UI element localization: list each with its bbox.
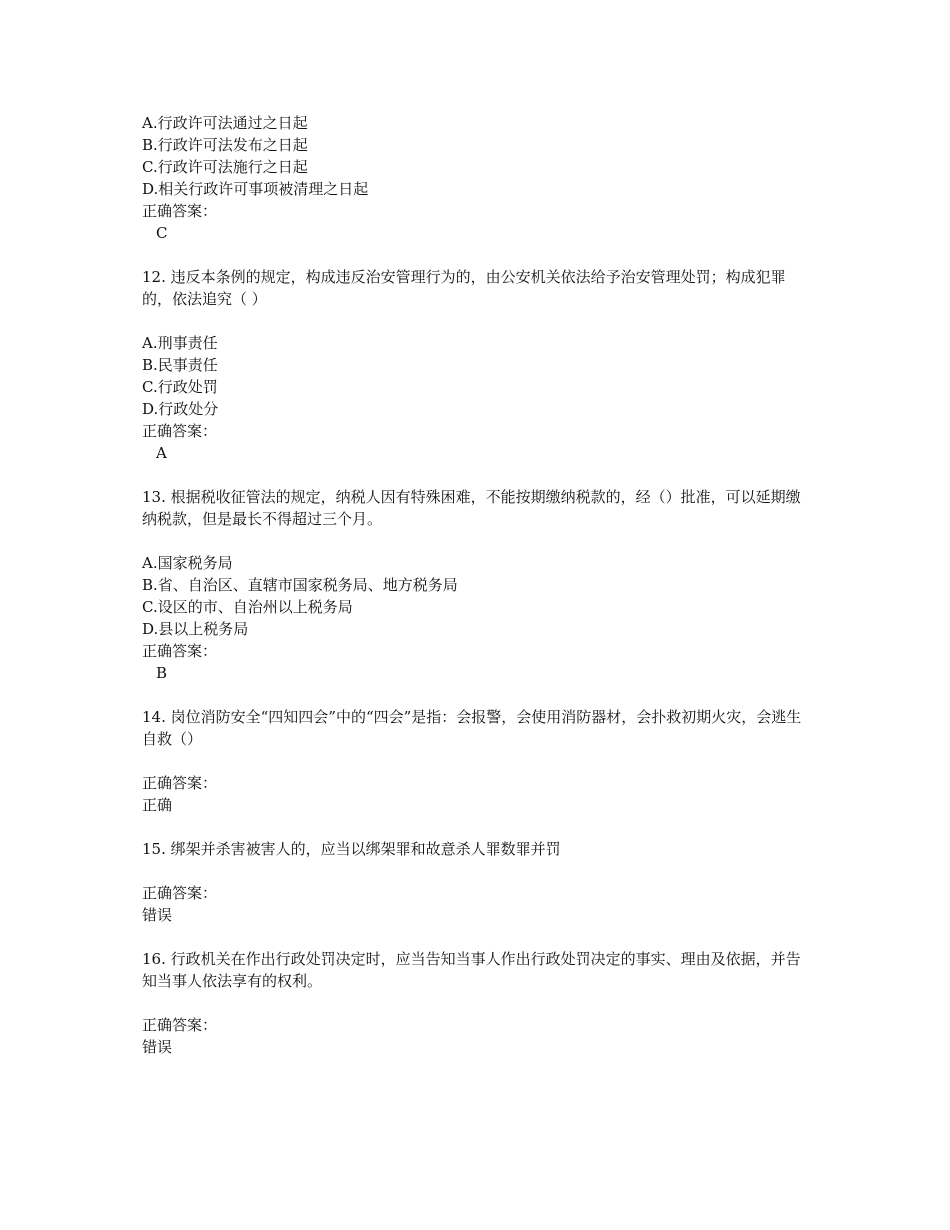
answer-value: 正确 [142,796,173,814]
spacer [142,992,822,1014]
answer-value: 错误 [142,1038,173,1056]
question-11-continuation [142,112,822,244]
option-a: A.刑事责任 [142,334,218,352]
option-b: B.省、自治区、直辖市国家税务局、地方税务局 [142,576,458,594]
spacer [142,926,822,948]
question-text: 12. 违反本条例的规定，构成违反治安管理行为的，由公安机关依法给予治安管理处罚；构成犯罪的，依法追究（ ） [142,268,786,308]
answer-value: 错误 [142,906,173,924]
answer-label: 正确答案： [142,1016,218,1034]
document-page [142,112,822,1058]
option-b: B.民事责任 [142,356,218,374]
option-a: A.行政许可法通过之日起 [142,114,308,132]
spacer [142,860,822,882]
spacer [142,310,822,332]
spacer [142,816,822,838]
answer-value: B [156,664,168,682]
spacer [142,750,822,772]
question-text: 15. 绑架并杀害被害人的，应当以绑架罪和故意杀人罪数罪并罚 [142,840,561,858]
question-text: 13. 根据税收征管法的规定，纳税人因有特殊困难，不能按期缴纳税款的，经（）批准，可以延期缴纳税款，但是最长不得超过三个月。 [142,488,801,528]
answer-label: 正确答案： [142,774,218,792]
spacer [142,530,822,552]
question-15 [142,838,822,926]
answer-value: A [156,444,167,462]
option-d: D.行政处分 [142,400,219,418]
option-b: B.行政许可法发布之日起 [142,136,308,154]
answer-value: C [156,224,168,242]
question-text: 16. 行政机关在作出行政处罚决定时，应当告知当事人作出行政处罚决定的事实、理由及依据，并告知当事人依法享有的权利。 [142,950,801,990]
answer-label: 正确答案： [142,422,218,440]
option-a: A.国家税务局 [142,554,233,572]
option-d: D.相关行政许可事项被清理之日起 [142,180,369,198]
question-14 [142,706,822,816]
question-16 [142,948,822,1058]
option-c: C.行政许可法施行之日起 [142,158,308,176]
spacer [142,244,822,266]
option-c: C.行政处罚 [142,378,218,396]
option-c: C.设区的市、自治州以上税务局 [142,598,353,616]
answer-label: 正确答案： [142,642,218,660]
spacer [142,464,822,486]
question-13 [142,486,822,684]
answer-label: 正确答案： [142,202,218,220]
question-text: 14. 岗位消防安全“四知四会”中的“四会”是指：会报警，会使用消防器材，会扑救初期火灾，会逃生自救（） [142,708,802,748]
answer-label: 正确答案： [142,884,218,902]
spacer [142,684,822,706]
option-d: D.县以上税务局 [142,620,249,638]
question-12 [142,266,822,464]
